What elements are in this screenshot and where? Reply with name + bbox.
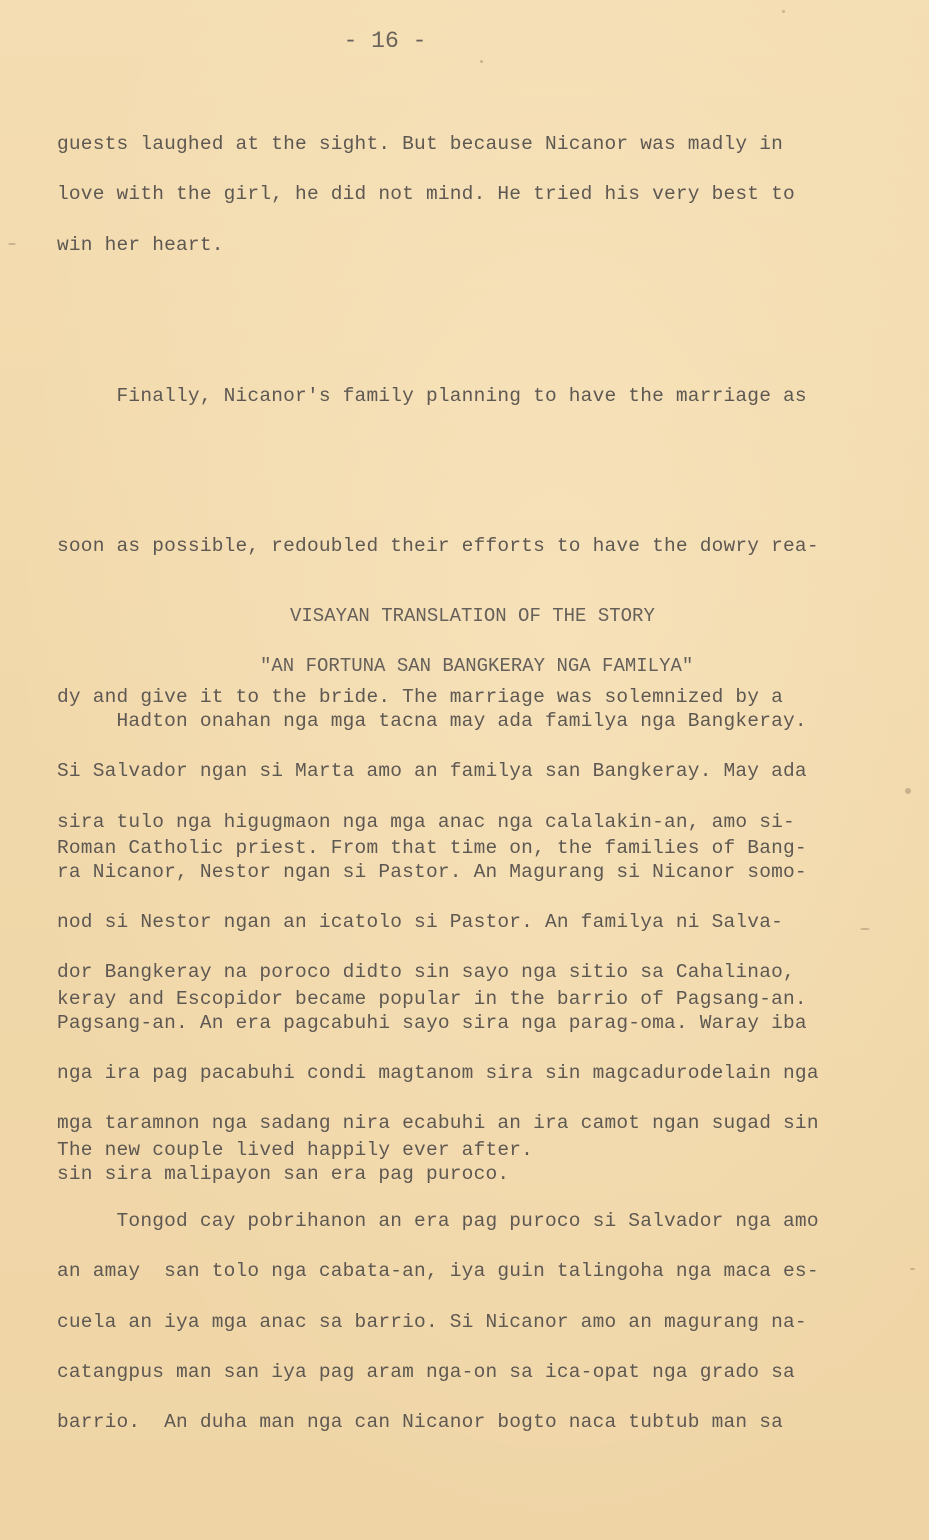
paper-speck (8, 243, 16, 245)
text-line: sira tulo nga higugmaon nga mga anac nga calalakin-an, amo si- (57, 810, 795, 833)
text-line: nga ira pag pacabuhi condi magtanom sira sin magcadurodelain nga (57, 1062, 819, 1085)
text-line: Hadton onahan nga mga tacna may ada familya nga Bangkeray. (57, 710, 807, 732)
text-line: Finally, Nicanor's family planning to have the marriage as (57, 384, 807, 407)
text-line: love with the girl, he did not mind. He tried his very best to (57, 183, 795, 206)
text-line: The new couple lived happily ever after. (57, 1139, 534, 1162)
paper-speck (480, 60, 483, 63)
paper-speck (782, 10, 785, 13)
section-heading: VISAYAN TRANSLATION OF THE STORY (290, 605, 655, 627)
text-line: soon as possible, redoubled their efforts to have the dowry rea- (57, 535, 819, 558)
text-line: cuela an iya mga anac sa barrio. Si Nicanor amo an magurang na- (57, 1310, 807, 1333)
page-number: - 16 - (343, 28, 427, 54)
text-line: Roman Catholic priest. From that time on, the families of Bang- (57, 837, 807, 860)
text-line: an amay san tolo nga cabata-an, iya guin talingoha nga maca es- (57, 1260, 819, 1283)
paper-speck (860, 928, 870, 930)
paragraph-visayan-schooling (57, 1196, 819, 1447)
text-line: Tongod cay pobrihanon an era pag puroco si Salvador nga amo (57, 1210, 819, 1232)
text-line: ra Nicanor, Nestor ngan si Pastor. An Magurang si Nicanor somo- (57, 860, 807, 883)
paper-speck (905, 788, 911, 794)
text-line: Si Salvador ngan si Marta amo an familya san Bangkeray. May ada (57, 760, 807, 783)
paper-speck (910, 1268, 915, 1270)
text-line: mga taramnon nga sadang nira ecabuhi an ira camot ngan sugad sin (57, 1112, 819, 1135)
text-line: dor Bangkeray na poroco didto sin sayo nga sitio sa Cahalinao, (57, 961, 795, 984)
text-line: catangpus man san iya pag aram nga-on sa ica-opat nga grado sa (57, 1360, 795, 1383)
text-line: win her heart. (57, 233, 224, 256)
text-line: dy and give it to the bride. The marriage was solemnized by a (57, 686, 784, 709)
text-line: barrio. An duha man nga can Nicanor bogto naca tubtub man sa (57, 1411, 784, 1434)
text-line: nod si Nestor ngan an icatolo si Pastor. An familya ni Salva- (57, 911, 784, 934)
text-line: Pagsang-an. An era pagcabuhi sayo sira nga parag-oma. Waray iba (57, 1011, 807, 1034)
paragraph-visayan-family (57, 696, 819, 1199)
text-line: sin sira malipayon san era pag puroco. (57, 1162, 510, 1185)
story-title: "AN FORTUNA SAN BANGKERAY NGA FAMILYA" (260, 655, 694, 677)
text-line: keray and Escopidor became popular in the barrio of Pagsang-an. (57, 988, 807, 1011)
paragraph-english-ending (57, 119, 795, 270)
text-line: guests laughed at the sight. But because Nicanor was madly in (57, 133, 784, 155)
